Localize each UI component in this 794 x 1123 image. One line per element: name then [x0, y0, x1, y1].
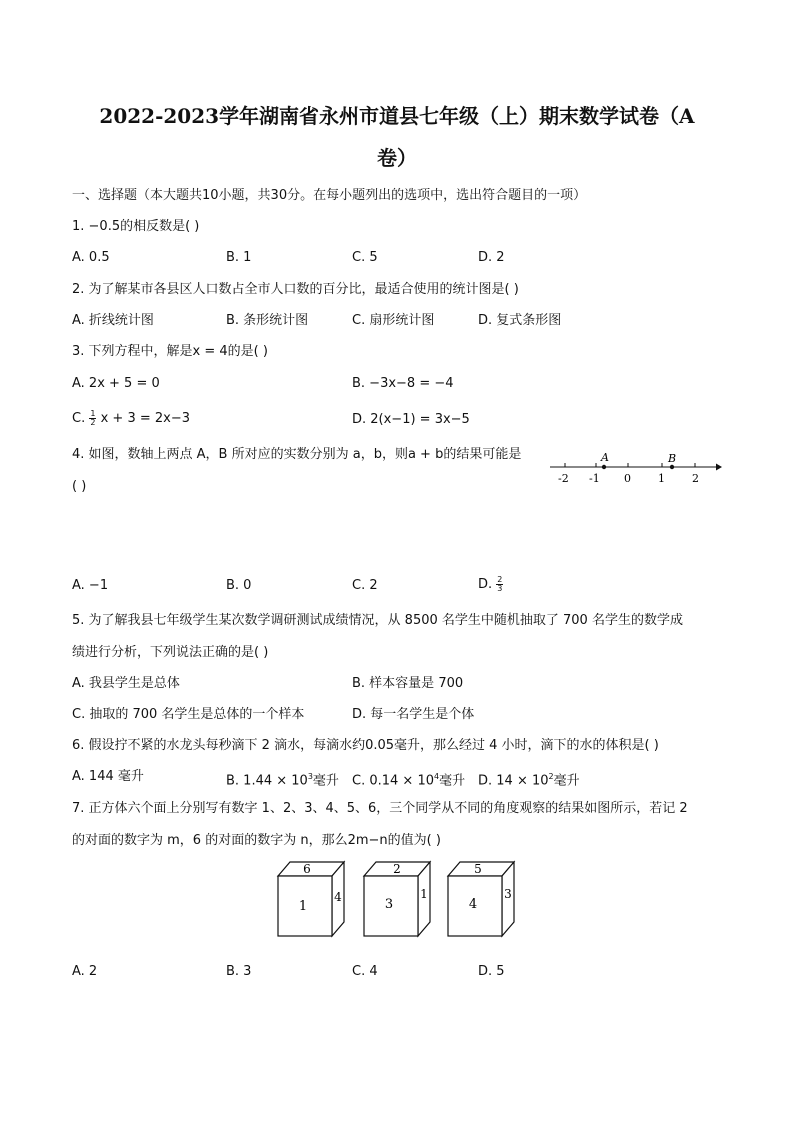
cube-3 — [448, 862, 514, 936]
question-1-stem: 1. −0.5的相反数是( ) — [72, 219, 200, 234]
question-4-stem-cont: ( ) — [72, 479, 87, 494]
question-2-stem: 2. 为了解某市各县区人口数占全市人口数的百分比，最适合使用的统计图是( ) — [72, 282, 519, 297]
question-4-option-b: B. 0 — [226, 578, 252, 593]
cube-top-number: 6 — [303, 862, 311, 876]
question-3-option-b: B. −3x−8 = −4 — [352, 376, 454, 391]
fraction-denominator: 3 — [497, 584, 503, 593]
question-3-option-d: D. 2(x−1) = 3x−5 — [352, 412, 470, 427]
question-7-option-d: D. 5 — [478, 964, 505, 979]
question-4-option-d — [478, 576, 503, 593]
cube-top-number: 2 — [393, 862, 401, 876]
question-1-option-a: A. 0.5 — [72, 250, 110, 265]
question-2-option-c: C. 扇形统计图 — [352, 313, 435, 328]
question-3-option-c-text: x + 3 = 2x−3 — [100, 411, 191, 426]
question-1-option-b: B. 1 — [226, 250, 252, 265]
number-line-figure — [548, 448, 724, 488]
cubes-figure — [276, 858, 520, 942]
question-3-option-c — [72, 410, 190, 427]
cube-1 — [278, 862, 344, 936]
question-6-option-c — [352, 769, 465, 789]
cube-front-number: 4 — [468, 897, 478, 912]
cube-side-number: 4 — [334, 890, 342, 904]
exponent: 4 — [434, 772, 440, 781]
question-4-stem: 4. 如图，数轴上两点 A，B 所对应的实数分别为 a，b，则a + b的结果可能是 — [72, 447, 522, 462]
question-7-option-a: A. 2 — [72, 964, 98, 979]
tick-label: 0 — [624, 472, 631, 485]
question-6-option-b — [226, 769, 339, 789]
exponent: 2 — [548, 772, 554, 781]
question-4-option-a: A. −1 — [72, 578, 109, 593]
question-2-option-b: B. 条形统计图 — [226, 313, 309, 328]
question-1-option-c: C. 5 — [352, 250, 378, 265]
tick-label: -2 — [558, 472, 569, 485]
fraction-numerator: 2 — [497, 575, 503, 584]
number-line-arrow — [716, 464, 722, 471]
option-d-text: D. 14 × 10 — [478, 773, 549, 789]
question-5-option-b: B. 样本容量是 700 — [352, 676, 464, 691]
fraction-numerator: 1 — [90, 409, 96, 418]
cube-front-number: 3 — [384, 897, 394, 912]
question-5-option-c: C. 抽取的 700 名学生是总体的一个样本 — [72, 707, 305, 722]
question-6-option-a: A. 144 毫升 — [72, 769, 144, 784]
question-1-option-d: D. 2 — [478, 250, 505, 265]
question-5-stem-cont: 绩进行分析，下列说法正确的是( ) — [72, 645, 269, 660]
unit: 毫升 — [312, 773, 339, 789]
point-a-label: A — [601, 451, 609, 464]
tick-label: -1 — [589, 472, 600, 485]
question-6-option-d — [478, 769, 580, 789]
question-7-stem-cont: 的对面的数字为 m，6 的对面的数字为 n，那么2m−n的值为( ) — [72, 833, 441, 848]
question-3-stem: 3. 下列方程中，解是x = 4的是( ) — [72, 344, 268, 359]
question-2-option-d: D. 复式条形图 — [478, 313, 562, 328]
exam-title-line2: 卷） — [377, 146, 417, 170]
question-4-option-c: C. 2 — [352, 578, 378, 593]
tick-label: 1 — [658, 472, 665, 485]
point-b — [670, 465, 674, 469]
question-4-option-d-fraction — [496, 576, 503, 593]
question-3-option-c-prefix: C. — [72, 411, 86, 426]
question-5-option-d: D. 每一名学生是个体 — [352, 707, 475, 722]
unit: 毫升 — [553, 773, 580, 789]
cube-side-number: 3 — [504, 887, 512, 901]
question-5-stem: 5. 为了解我县七年级学生某次数学调研测试成绩情况，从 8500 名学生中随机抽取了 700 名学生的数学成 — [72, 613, 683, 628]
question-3-option-c-fraction — [89, 410, 96, 427]
question-2-option-a: A. 折线统计图 — [72, 313, 154, 328]
question-7-stem: 7. 正方体六个面上分别写有数字 1、2、3、4、5、6，三个同学从不同的角度观察的结果如图所示，若记 2 — [72, 801, 688, 816]
question-4-option-d-prefix: D. — [478, 577, 493, 592]
tick-label: 2 — [692, 472, 699, 485]
option-b-text: B. 1.44 × 10 — [226, 773, 308, 789]
question-6-stem: 6. 假设拧不紧的水龙头每秒滴下 2 滴水，每滴水约0.05毫升，那么经过 4 小时，滴下的水的体积是( ) — [72, 738, 659, 753]
cube-front-number: 1 — [298, 899, 308, 914]
cube-top-number: 5 — [474, 862, 482, 876]
exam-title-line1: 2022-2023学年湖南省永州市道县七年级（上）期末数学试卷（A — [99, 104, 695, 128]
fraction-denominator: 2 — [90, 418, 96, 427]
point-a — [602, 465, 606, 469]
question-3-option-a: A. 2x + 5 = 0 — [72, 376, 160, 391]
option-c-text: C. 0.14 × 10 — [352, 773, 434, 789]
unit: 毫升 — [439, 773, 466, 789]
cube-side-number: 1 — [420, 887, 428, 901]
question-5-option-a: A. 我县学生是总体 — [72, 676, 180, 691]
question-7-option-b: B. 3 — [226, 964, 252, 979]
question-7-option-c: C. 4 — [352, 964, 378, 979]
section-heading: 一、选择题（本大题共10小题，共30分。在每小题列出的选项中，选出符合题目的一项） — [72, 188, 587, 203]
point-b-label: B — [668, 452, 677, 465]
exponent: 3 — [307, 772, 313, 781]
cube-2 — [364, 862, 430, 936]
